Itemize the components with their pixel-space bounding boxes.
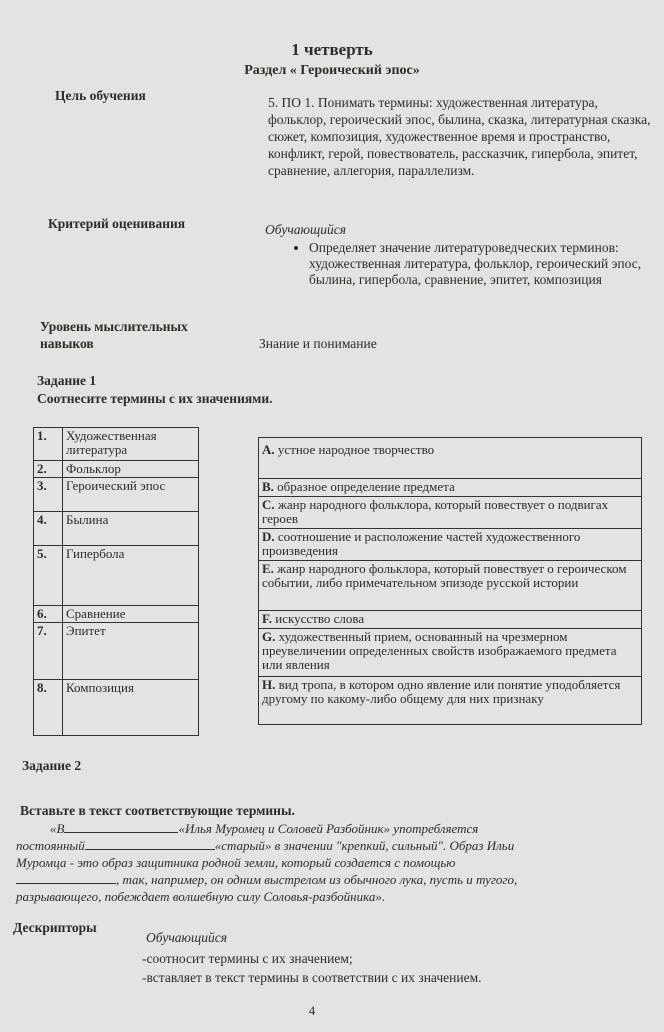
term-number: 8.: [34, 680, 63, 736]
term-row: [34, 428, 199, 461]
term-text: Художественная литература: [63, 428, 199, 461]
descriptor-item: -вставляет в текст термины в соответствии с их значением.: [142, 970, 482, 985]
descriptor-item: -соотносит термины с их значением;: [142, 951, 353, 966]
task1-label: Задание 1: [37, 373, 97, 388]
definition-letter: F.: [262, 611, 272, 626]
term-row: [34, 623, 199, 680]
task2-line: [16, 854, 656, 871]
definition-text: образное определение предмета: [277, 479, 455, 494]
definition-letter: E.: [262, 561, 274, 576]
definition-text: жанр народного фольклора, который повествует о героическом событии, либо примечательном эпизоде русской истории: [262, 561, 627, 590]
answer-blank-2[interactable]: [85, 837, 215, 850]
terms-table: [33, 427, 199, 736]
term-number: 7.: [34, 623, 63, 680]
task2-text: разрывающего, побеждает волшебную силу Соловья-разбойника».: [16, 889, 386, 904]
task2-paragraph: [16, 820, 656, 905]
term-row: [34, 606, 199, 623]
term-text: Героический эпос: [63, 478, 199, 512]
definition-cell: [259, 611, 642, 629]
definition-letter: B.: [262, 479, 274, 494]
definition-cell: [259, 479, 642, 497]
task2-text: «Илья Муромец и Соловей Разбойник» употребляется: [178, 821, 479, 836]
task2-text: «В: [50, 821, 65, 836]
term-row: [34, 478, 199, 512]
task2-instruction: Вставьте в текст соответствующие термины.: [20, 803, 295, 818]
definition-letter: C.: [262, 497, 275, 512]
page-number: 4: [308, 1003, 316, 1018]
definition-cell: [259, 438, 642, 479]
task2-text: , так, например, он одним выстрелом из обычного лука, пусть и тугого,: [116, 872, 518, 887]
objective-text: 5. ПО 1. Понимать термины: художественная литература, фольклор, героический эпос, былина, сказка, литературная сказка, сюжет, композиция, художественное время и пространство, конфликт, герой, повествователь, рассказчик, гипербола, эпитет, сравнение, аллегория, параллелизм.: [268, 95, 651, 178]
criterion-list: [285, 240, 650, 288]
definition-row: [259, 438, 642, 479]
task2-line: [16, 888, 656, 905]
definition-letter: H.: [262, 677, 276, 692]
definition-cell: [259, 529, 642, 561]
task2-line: [16, 837, 656, 854]
definition-row: [259, 561, 642, 611]
descriptors-label: Дескрипторы: [13, 920, 97, 935]
skills-value: Знание и понимание: [259, 336, 377, 351]
term-row: [34, 461, 199, 478]
answer-blank-3[interactable]: [16, 871, 116, 884]
descriptors-student: Обучающийся: [146, 930, 228, 945]
task2-line: [16, 871, 656, 888]
term-text: Эпитет: [63, 623, 199, 680]
task1-instruction: Соотнесите термины с их значениями.: [37, 391, 273, 406]
answer-blank-1[interactable]: [64, 820, 178, 833]
term-text: Былина: [63, 512, 199, 546]
definition-row: [259, 529, 642, 561]
term-text: Гипербола: [63, 546, 199, 606]
term-number: 3.: [34, 478, 63, 512]
definition-cell: [259, 677, 642, 725]
term-row: [34, 512, 199, 546]
definition-letter: D.: [262, 529, 275, 544]
definition-cell: [259, 561, 642, 611]
definition-row: [259, 629, 642, 677]
term-text: Композиция: [63, 680, 199, 736]
term-row: [34, 546, 199, 606]
term-text: Сравнение: [63, 606, 199, 623]
page-title: 1 четверть: [291, 40, 373, 59]
task2-text: постоянный: [16, 838, 85, 853]
task2-line: [16, 820, 656, 837]
term-number: 4.: [34, 512, 63, 546]
definition-text: жанр народного фольклора, который повествует о подвигах героев: [262, 497, 609, 526]
definition-cell: [259, 629, 642, 677]
term-number: 2.: [34, 461, 63, 478]
criterion-student: Обучающийся: [265, 222, 347, 237]
definition-text: искусство слова: [275, 611, 365, 626]
term-text: Фольклор: [63, 461, 199, 478]
definition-text: соотношение и расположение частей художественного произведения: [262, 529, 581, 558]
task2-label: Задание 2: [22, 758, 82, 773]
definition-letter: G.: [262, 629, 276, 644]
term-number: 5.: [34, 546, 63, 606]
definition-cell: [259, 497, 642, 529]
task2-text: «старый» в значении "крепкий, сильный". Образ Ильи: [214, 838, 515, 853]
term-row: [34, 680, 199, 736]
definition-letter: A.: [262, 442, 275, 457]
term-number: 1.: [34, 428, 63, 461]
objective-label: Цель обучения: [55, 88, 146, 103]
definition-text: вид тропа, в котором одно явление или понятие уподобляется другому по какому-либо общему для них признаку: [262, 677, 621, 706]
skills-label: Уровень мыслительных навыков: [40, 319, 188, 351]
section-title: Раздел « Героический эпос»: [244, 63, 420, 78]
definition-row: [259, 611, 642, 629]
task2-text: Муромца - это образ защитника родной земли, который создается с помощью: [16, 855, 456, 870]
criterion-bullet: • Определяет значение литературоведческих терминов: художественная литература, фольклор, героический эпос, былина, гипербола, сравнение, эпитет, композиция: [309, 240, 650, 288]
definitions-table: [258, 437, 642, 725]
definition-text: устное народное творчество: [277, 442, 435, 457]
term-number: 6.: [34, 606, 63, 623]
definition-row: [259, 479, 642, 497]
definition-row: [259, 677, 642, 725]
definition-text: художественный прием, основанный на чрезмерном преувеличении определенных свойств изображаемого предмета или явления: [262, 629, 617, 672]
definition-row: [259, 497, 642, 529]
criterion-label: Критерий оценивания: [48, 216, 186, 231]
